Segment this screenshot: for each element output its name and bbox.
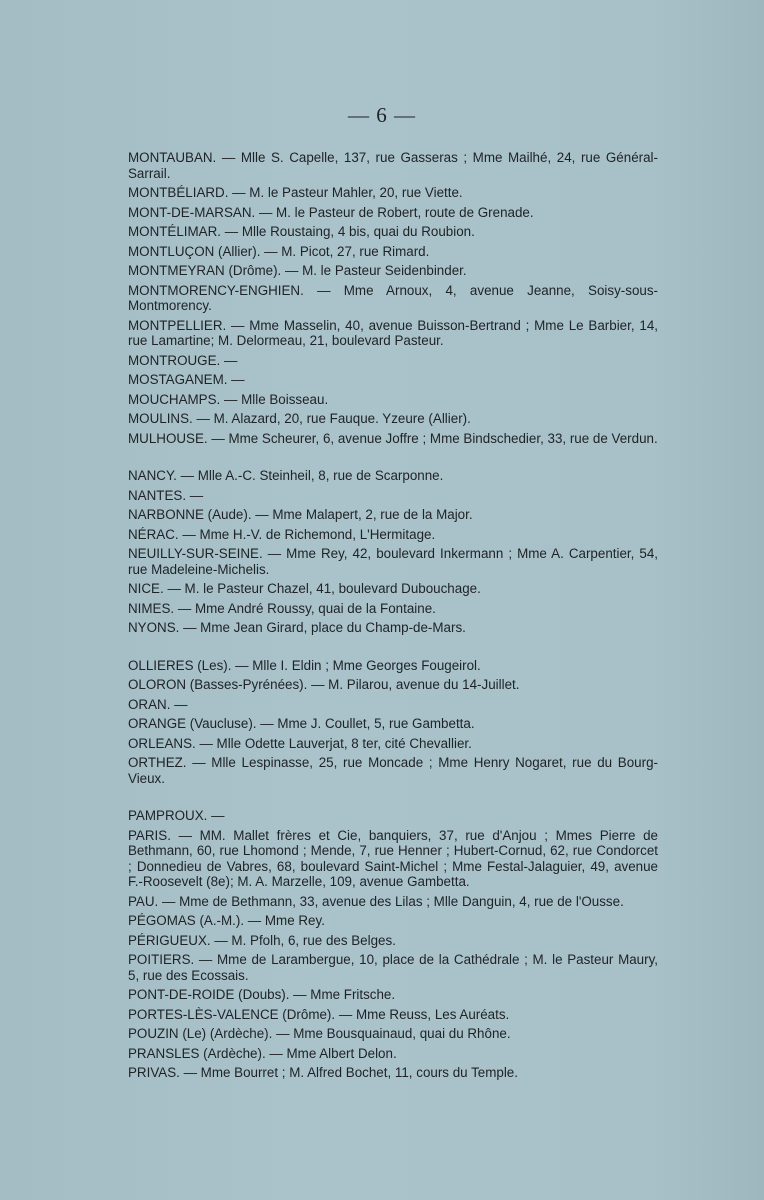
directory-entry bbox=[128, 392, 658, 408]
entry-details: — Mlle Odette Lauverjat, 8 ter, cité Chevallier. bbox=[195, 735, 472, 751]
entry-details: — Mme de Bethmann, 33, avenue des Lilas ; Mlle Danguin, 4, rue de l'Ousse. bbox=[158, 893, 624, 909]
city-name: NYONS. bbox=[128, 620, 180, 635]
entry-details: — M. Pfolh, 6, rue des Belges. bbox=[210, 932, 396, 948]
directory-entry bbox=[128, 601, 658, 617]
directory-entry bbox=[128, 677, 658, 693]
city-name: MOULINS. bbox=[128, 411, 193, 426]
directory-entry bbox=[128, 318, 658, 349]
letter-group bbox=[128, 808, 658, 1081]
city-name: ORAN. bbox=[128, 696, 171, 712]
entry-details: (Vaucluse). — Mme J. Coullet, 5, rue Gambetta. bbox=[186, 716, 475, 731]
entry-details: — bbox=[170, 696, 188, 712]
city-name: NIMES. bbox=[128, 600, 175, 616]
entry-details: — Mme Masselin, 40, avenue Buisson-Bertrand ; Mme Le Barbier, 14, rue Lamartine; M. Delormeau, 21, boulevard Pasteur. bbox=[128, 317, 658, 348]
city-name: PORTES-LÈS-VALENCE bbox=[128, 1006, 279, 1022]
city-name: OLORON bbox=[128, 677, 187, 692]
entry-details: — Mlle Boisseau. bbox=[220, 391, 329, 407]
entry-details: — Mme Rey, 42, boulevard Inkermann ; Mme A. Carpentier, 54, rue Madeleine-Michelis. bbox=[128, 546, 658, 577]
directory-entry bbox=[128, 933, 658, 949]
city-name: MONTMEYRAN bbox=[128, 263, 225, 278]
city-name: MONTPELLIER. bbox=[128, 317, 227, 333]
directory-entry bbox=[128, 894, 658, 910]
directory-entry bbox=[128, 431, 658, 447]
city-name: MONTMORENCY-ENGHIEN. bbox=[128, 282, 304, 298]
city-name: MONTÉLIMAR. bbox=[128, 224, 221, 239]
city-name: MONTBÉLIARD. bbox=[128, 185, 229, 200]
city-name: MOUCHAMPS. bbox=[128, 391, 221, 407]
entry-details: (Basses-Pyrénées). — M. Pilarou, avenue du 14-Juillet. bbox=[186, 677, 520, 692]
entry-details: — Mlle Lespinasse, 25, rue Moncade ; Mme Henry Nogaret, rue du Bourg-Vieux. bbox=[128, 755, 658, 786]
entry-details: — Mme Arnoux, 4, avenue Jeanne, Soisy-sous-Montmorency. bbox=[128, 282, 658, 313]
city-name: MONT-DE-MARSAN. bbox=[128, 204, 256, 220]
entry-details: — Mlle S. Capelle, 137, rue Gasseras ; Mme Mailhé, 24, rue Général-Sarrail. bbox=[128, 150, 658, 181]
entry-details: (Drôme). — Mme Reuss, Les Auréats. bbox=[278, 1006, 510, 1022]
directory-entry bbox=[128, 224, 658, 240]
entry-details: — Mme de Larambergue, 10, place de la Cathédrale ; M. le Pasteur Maury, 5, rue des Ecossais. bbox=[128, 952, 658, 983]
entry-details: — M. le Pasteur de Robert, route de Grenade. bbox=[255, 204, 534, 220]
directory-entry bbox=[128, 353, 658, 369]
directory-entry bbox=[128, 658, 658, 674]
city-name: ORANGE bbox=[128, 716, 187, 731]
city-name: NEUILLY-SUR-SEINE. bbox=[128, 546, 263, 561]
city-name: PAU. bbox=[128, 893, 159, 909]
entry-details: — M. le Pasteur Mahler, 20, rue Viette. bbox=[228, 185, 463, 200]
directory-entry bbox=[128, 468, 658, 484]
entry-details: — bbox=[220, 352, 238, 368]
letter-group bbox=[128, 150, 658, 446]
entry-details: — Mme Scheurer, 6, avenue Joffre ; Mme Bindschedier, 33, rue de Verdun. bbox=[207, 430, 658, 446]
page-number: — 6 — bbox=[348, 103, 416, 127]
entry-details: — bbox=[227, 372, 245, 387]
city-name: PRIVAS. bbox=[128, 1065, 180, 1080]
city-name: NANCY. bbox=[128, 468, 177, 483]
city-name: ORTHEZ. bbox=[128, 755, 187, 770]
entry-details: (Aude). — Mme Malapert, 2, rue de la Major. bbox=[203, 507, 473, 522]
entry-details: — Mme H.-V. de Richemond, L'Hermitage. bbox=[178, 526, 436, 542]
directory-entry bbox=[128, 372, 658, 388]
city-name: NICE. bbox=[128, 581, 164, 596]
city-name: NARBONNE bbox=[128, 507, 204, 522]
directory-entry bbox=[128, 716, 658, 732]
directory-entry bbox=[128, 205, 658, 221]
entry-details: (A.-M.). — Mme Rey. bbox=[195, 913, 325, 928]
entry-details: — Mme Jean Girard, place du Champ-de-Mars. bbox=[179, 620, 466, 635]
directory-entry bbox=[128, 283, 658, 314]
entry-details: — bbox=[186, 487, 204, 503]
directory-entry bbox=[128, 244, 658, 260]
directory-entry bbox=[128, 507, 658, 523]
entry-details: — MM. Mallet frères et Cie, banquiers, 37, rue d'Anjou ; Mmes Pierre de Bethmann, 60, rue Lhomond ; Mende, 7, rue Henner ; Hubert-Cornud, 62, rue Condorcet ; Donnedieu de Vabres, 68, boulevard Saint-Michel ; Mme Festal-Jalaguier, 49, avenue F.-Roosevelt (8e); M. A. Marzelle, 109, avenue Gambetta. bbox=[128, 827, 658, 889]
directory-entry bbox=[128, 808, 658, 824]
entry-details: — bbox=[207, 808, 225, 823]
directory-entry bbox=[128, 1065, 658, 1081]
city-name: MULHOUSE. bbox=[128, 430, 208, 446]
directory-entry bbox=[128, 1046, 658, 1062]
city-name: MONTLUÇON bbox=[128, 243, 215, 259]
directory-entry bbox=[128, 150, 658, 181]
city-name: PARIS. bbox=[128, 827, 171, 843]
entry-details: — Mlle A.-C. Steinheil, 8, rue de Scarponne. bbox=[176, 468, 444, 483]
directory-entry bbox=[128, 952, 658, 983]
city-name: MONTAUBAN. bbox=[128, 150, 217, 165]
city-name: ORLEANS. bbox=[128, 735, 196, 751]
directory-entry bbox=[128, 1026, 658, 1042]
city-name: MOSTAGANEM. bbox=[128, 372, 228, 387]
city-name: NANTES. bbox=[128, 487, 187, 503]
entry-details: — M. Alazard, 20, rue Fauque. Yzeure (Allier). bbox=[192, 411, 471, 426]
entry-details: — Mme Bourret ; M. Alfred Bochet, 11, cours du Temple. bbox=[179, 1065, 518, 1080]
city-name: PÉGOMAS bbox=[128, 913, 196, 928]
directory-entry bbox=[128, 828, 658, 890]
directory-entry bbox=[128, 527, 658, 543]
city-name: PÉRIGUEUX. bbox=[128, 932, 211, 948]
entry-details: — M. le Pasteur Chazel, 41, boulevard Dubouchage. bbox=[163, 581, 481, 596]
letter-group bbox=[128, 468, 658, 636]
entry-details: (Allier). — M. Picot, 27, rue Rimard. bbox=[214, 243, 430, 259]
directory-entry bbox=[128, 755, 658, 786]
directory-list bbox=[128, 150, 658, 1103]
entry-details: (Le) (Ardèche). — Mme Bousquainaud, quai du Rhône. bbox=[178, 1026, 511, 1041]
entry-details: (Ardèche). — Mme Albert Delon. bbox=[199, 1045, 397, 1061]
city-name: PRANSLES bbox=[128, 1045, 200, 1061]
entry-details: — Mlle Roustaing, 4 bis, quai du Roubion. bbox=[221, 224, 475, 239]
entry-details: (Drôme). — M. le Pasteur Seidenbinder. bbox=[224, 263, 467, 278]
city-name: MONTROUGE. bbox=[128, 352, 221, 368]
city-name: OLLIERES bbox=[128, 657, 194, 673]
city-name: NÉRAC. bbox=[128, 526, 179, 542]
city-name: POITIERS. bbox=[128, 952, 195, 967]
directory-entry bbox=[128, 620, 658, 636]
city-name: PAMPROUX. bbox=[128, 808, 208, 823]
directory-entry bbox=[128, 411, 658, 427]
directory-entry bbox=[128, 263, 658, 279]
city-name: POUZIN bbox=[128, 1026, 179, 1041]
entry-details: (Doubs). — Mme Fritsche. bbox=[234, 987, 396, 1002]
entry-details: — Mme André Roussy, quai de la Fontaine. bbox=[174, 600, 436, 616]
city-name: PONT-DE-ROIDE bbox=[128, 987, 235, 1002]
directory-entry bbox=[128, 913, 658, 929]
letter-group bbox=[128, 658, 658, 787]
directory-entry bbox=[128, 185, 658, 201]
directory-entry bbox=[128, 1007, 658, 1023]
directory-entry bbox=[128, 488, 658, 504]
entry-details: (Les). — Mlle I. Eldin ; Mme Georges Fougeirol. bbox=[193, 657, 481, 673]
directory-entry bbox=[128, 987, 658, 1003]
directory-entry bbox=[128, 546, 658, 577]
directory-entry bbox=[128, 697, 658, 713]
directory-entry bbox=[128, 736, 658, 752]
directory-entry bbox=[128, 581, 658, 597]
